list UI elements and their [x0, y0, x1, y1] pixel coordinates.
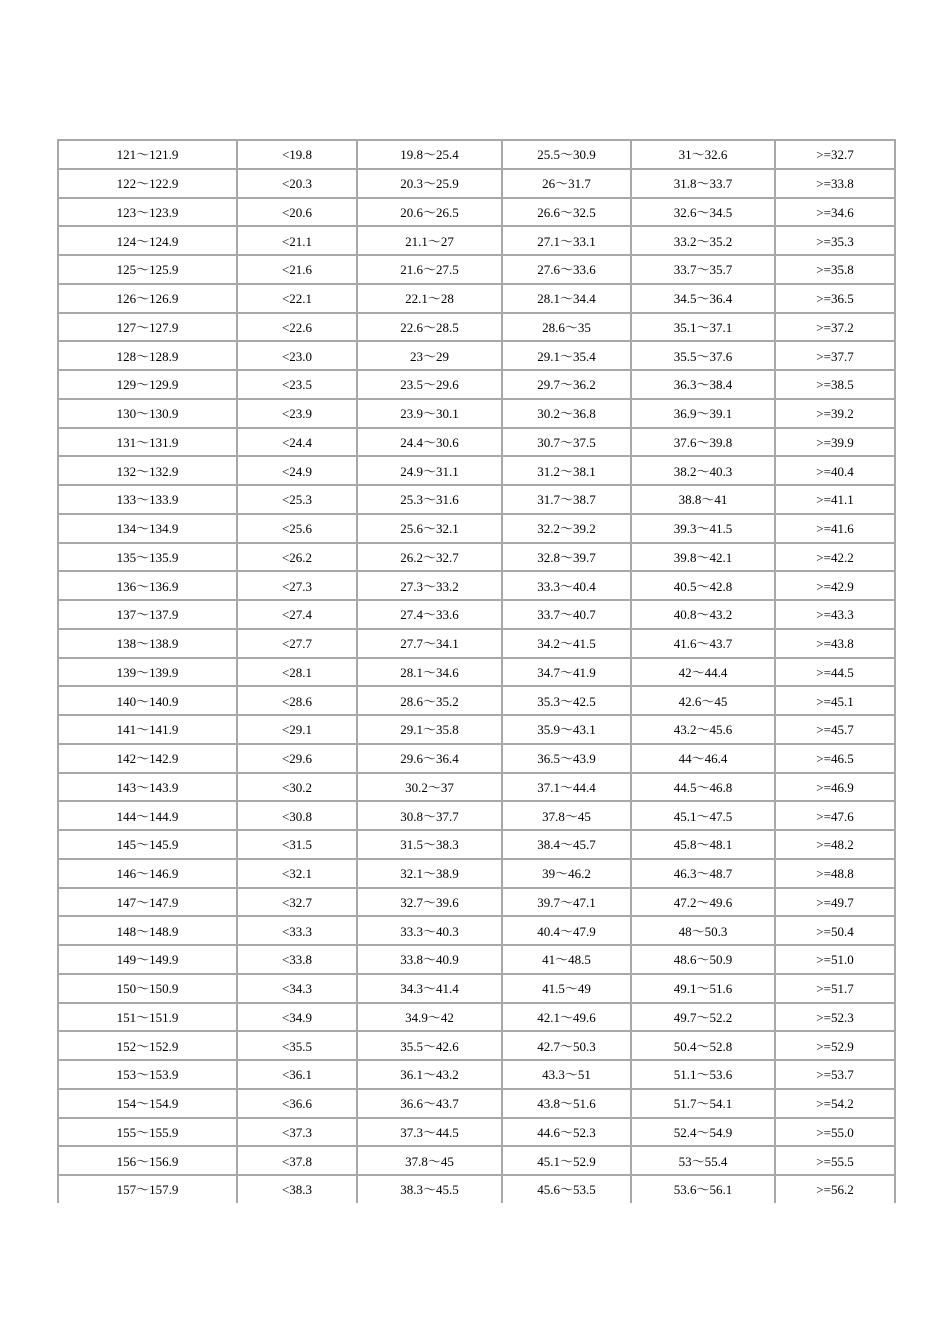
below-range-cell: <29.1	[237, 715, 357, 744]
range-cell-4: 35.1～37.1	[631, 313, 775, 342]
range-cell-3: 32.8～39.7	[502, 543, 631, 572]
range-cell-3: 28.1～34.4	[502, 284, 631, 313]
range-cell-2: 30.2～37	[357, 773, 502, 802]
below-range-cell: <28.6	[237, 686, 357, 715]
height-range-cell: 122～122.9	[58, 169, 237, 198]
height-range-cell: 133～133.9	[58, 485, 237, 514]
table-row	[58, 169, 895, 198]
table-row	[58, 629, 895, 658]
range-cell-4: 45.8～48.1	[631, 830, 775, 859]
range-cell-2: 19.8～25.4	[357, 140, 502, 169]
range-cell-2: 22.1～28	[357, 284, 502, 313]
range-cell-4: 31～32.6	[631, 140, 775, 169]
range-cell-2: 25.3～31.6	[357, 485, 502, 514]
height-range-cell: 147～147.9	[58, 888, 237, 917]
range-cell-3: 42.1～49.6	[502, 1003, 631, 1032]
range-cell-4: 44～46.4	[631, 744, 775, 773]
below-range-cell: <24.4	[237, 428, 357, 457]
table-row	[58, 888, 895, 917]
range-cell-4: 49.7～52.2	[631, 1003, 775, 1032]
height-range-cell: 143～143.9	[58, 773, 237, 802]
range-cell-4: 47.2～49.6	[631, 888, 775, 917]
below-range-cell: <34.9	[237, 1003, 357, 1032]
range-cell-2: 27.3～33.2	[357, 571, 502, 600]
height-range-cell: 139～139.9	[58, 658, 237, 687]
height-range-cell: 132～132.9	[58, 456, 237, 485]
range-cell-3: 45.6～53.5	[502, 1175, 631, 1203]
range-cell-2: 23～29	[357, 341, 502, 370]
range-cell-4: 53～55.4	[631, 1146, 775, 1175]
below-range-cell: <33.3	[237, 916, 357, 945]
height-range-cell: 129～129.9	[58, 370, 237, 399]
table-row	[58, 1060, 895, 1089]
below-range-cell: <23.0	[237, 341, 357, 370]
above-range-cell: >=37.2	[775, 313, 895, 342]
range-cell-4: 38.2～40.3	[631, 456, 775, 485]
below-range-cell: <25.6	[237, 514, 357, 543]
range-cell-4: 33.7～35.7	[631, 255, 775, 284]
above-range-cell: >=49.7	[775, 888, 895, 917]
range-cell-4: 49.1～51.6	[631, 974, 775, 1003]
range-cell-4: 48～50.3	[631, 916, 775, 945]
above-range-cell: >=44.5	[775, 658, 895, 687]
table-row	[58, 1146, 895, 1175]
range-cell-2: 32.7～39.6	[357, 888, 502, 917]
below-range-cell: <27.7	[237, 629, 357, 658]
range-cell-4: 45.1～47.5	[631, 801, 775, 830]
height-range-cell: 130～130.9	[58, 399, 237, 428]
range-cell-2: 28.1～34.6	[357, 658, 502, 687]
below-range-cell: <27.3	[237, 571, 357, 600]
above-range-cell: >=46.5	[775, 744, 895, 773]
range-cell-4: 42～44.4	[631, 658, 775, 687]
above-range-cell: >=35.8	[775, 255, 895, 284]
below-range-cell: <32.7	[237, 888, 357, 917]
height-range-cell: 148～148.9	[58, 916, 237, 945]
range-cell-4: 51.7～54.1	[631, 1089, 775, 1118]
above-range-cell: >=45.1	[775, 686, 895, 715]
height-range-cell: 134～134.9	[58, 514, 237, 543]
below-range-cell: <28.1	[237, 658, 357, 687]
range-cell-4: 53.6～56.1	[631, 1175, 775, 1203]
table-row	[58, 1118, 895, 1147]
height-range-cell: 152～152.9	[58, 1031, 237, 1060]
below-range-cell: <20.6	[237, 198, 357, 227]
height-range-cell: 131～131.9	[58, 428, 237, 457]
range-cell-2: 35.5～42.6	[357, 1031, 502, 1060]
table-row	[58, 801, 895, 830]
range-cell-2: 33.3～40.3	[357, 916, 502, 945]
height-range-cell: 149～149.9	[58, 945, 237, 974]
below-range-cell: <36.6	[237, 1089, 357, 1118]
height-range-cell: 127～127.9	[58, 313, 237, 342]
range-cell-2: 38.3～45.5	[357, 1175, 502, 1203]
range-cell-2: 31.5～38.3	[357, 830, 502, 859]
range-cell-3: 29.7～36.2	[502, 370, 631, 399]
above-range-cell: >=32.7	[775, 140, 895, 169]
above-range-cell: >=43.8	[775, 629, 895, 658]
below-range-cell: <35.5	[237, 1031, 357, 1060]
above-range-cell: >=42.9	[775, 571, 895, 600]
above-range-cell: >=54.2	[775, 1089, 895, 1118]
range-cell-2: 24.9～31.1	[357, 456, 502, 485]
table-row	[58, 485, 895, 514]
range-cell-4: 46.3～48.7	[631, 859, 775, 888]
range-cell-2: 28.6～35.2	[357, 686, 502, 715]
table-body	[58, 140, 895, 1203]
below-range-cell: <26.2	[237, 543, 357, 572]
height-range-cell: 153～153.9	[58, 1060, 237, 1089]
range-cell-2: 37.3～44.5	[357, 1118, 502, 1147]
range-cell-3: 31.7～38.7	[502, 485, 631, 514]
above-range-cell: >=55.0	[775, 1118, 895, 1147]
range-cell-3: 27.6～33.6	[502, 255, 631, 284]
above-range-cell: >=43.3	[775, 600, 895, 629]
table-row	[58, 859, 895, 888]
range-cell-3: 39.7～47.1	[502, 888, 631, 917]
range-cell-3: 26.6～32.5	[502, 198, 631, 227]
table-row	[58, 945, 895, 974]
height-range-cell: 146～146.9	[58, 859, 237, 888]
height-range-cell: 126～126.9	[58, 284, 237, 313]
range-cell-4: 32.6～34.5	[631, 198, 775, 227]
range-cell-2: 34.3～41.4	[357, 974, 502, 1003]
range-cell-2: 27.4～33.6	[357, 600, 502, 629]
range-cell-4: 34.5～36.4	[631, 284, 775, 313]
range-cell-2: 36.6～43.7	[357, 1089, 502, 1118]
below-range-cell: <19.8	[237, 140, 357, 169]
range-cell-3: 40.4～47.9	[502, 916, 631, 945]
range-cell-2: 21.1～27	[357, 226, 502, 255]
above-range-cell: >=52.9	[775, 1031, 895, 1060]
height-range-cell: 135～135.9	[58, 543, 237, 572]
range-cell-2: 27.7～34.1	[357, 629, 502, 658]
range-cell-4: 52.4～54.9	[631, 1118, 775, 1147]
above-range-cell: >=50.4	[775, 916, 895, 945]
below-range-cell: <33.8	[237, 945, 357, 974]
range-cell-3: 30.2～36.8	[502, 399, 631, 428]
range-cell-4: 33.2～35.2	[631, 226, 775, 255]
below-range-cell: <24.9	[237, 456, 357, 485]
above-range-cell: >=52.3	[775, 1003, 895, 1032]
above-range-cell: >=34.6	[775, 198, 895, 227]
range-cell-2: 20.6～26.5	[357, 198, 502, 227]
above-range-cell: >=39.2	[775, 399, 895, 428]
table-row	[58, 226, 895, 255]
height-range-cell: 137～137.9	[58, 600, 237, 629]
above-range-cell: >=42.2	[775, 543, 895, 572]
range-cell-3: 29.1～35.4	[502, 341, 631, 370]
table-row	[58, 198, 895, 227]
range-cell-2: 23.9～30.1	[357, 399, 502, 428]
range-cell-4: 40.5～42.8	[631, 571, 775, 600]
range-cell-3: 43.3～51	[502, 1060, 631, 1089]
range-cell-2: 23.5～29.6	[357, 370, 502, 399]
height-range-cell: 142～142.9	[58, 744, 237, 773]
table-row	[58, 1175, 895, 1203]
below-range-cell: <34.3	[237, 974, 357, 1003]
range-cell-3: 28.6～35	[502, 313, 631, 342]
table-row	[58, 715, 895, 744]
range-cell-2: 32.1～38.9	[357, 859, 502, 888]
above-range-cell: >=48.2	[775, 830, 895, 859]
below-range-cell: <21.1	[237, 226, 357, 255]
above-range-cell: >=46.9	[775, 773, 895, 802]
range-cell-3: 35.9～43.1	[502, 715, 631, 744]
table-row	[58, 255, 895, 284]
above-range-cell: >=35.3	[775, 226, 895, 255]
range-cell-4: 31.8～33.7	[631, 169, 775, 198]
height-range-cell: 125～125.9	[58, 255, 237, 284]
range-cell-4: 39.8～42.1	[631, 543, 775, 572]
below-range-cell: <27.4	[237, 600, 357, 629]
below-range-cell: <22.6	[237, 313, 357, 342]
range-cell-3: 42.7～50.3	[502, 1031, 631, 1060]
above-range-cell: >=48.8	[775, 859, 895, 888]
range-cell-4: 42.6～45	[631, 686, 775, 715]
below-range-cell: <20.3	[237, 169, 357, 198]
range-cell-3: 35.3～42.5	[502, 686, 631, 715]
range-cell-3: 25.5～30.9	[502, 140, 631, 169]
reference-table	[57, 139, 896, 1203]
below-range-cell: <37.8	[237, 1146, 357, 1175]
range-cell-4: 40.8～43.2	[631, 600, 775, 629]
height-range-cell: 138～138.9	[58, 629, 237, 658]
range-cell-4: 48.6～50.9	[631, 945, 775, 974]
range-cell-2: 30.8～37.7	[357, 801, 502, 830]
height-range-cell: 150～150.9	[58, 974, 237, 1003]
table-row	[58, 399, 895, 428]
range-cell-3: 37.1～44.4	[502, 773, 631, 802]
below-range-cell: <29.6	[237, 744, 357, 773]
range-cell-3: 41～48.5	[502, 945, 631, 974]
range-cell-2: 26.2～32.7	[357, 543, 502, 572]
range-cell-2: 36.1～43.2	[357, 1060, 502, 1089]
range-cell-2: 29.6～36.4	[357, 744, 502, 773]
table-row	[58, 456, 895, 485]
height-range-cell: 145～145.9	[58, 830, 237, 859]
above-range-cell: >=51.7	[775, 974, 895, 1003]
range-cell-4: 38.8～41	[631, 485, 775, 514]
height-range-cell: 136～136.9	[58, 571, 237, 600]
height-range-cell: 140～140.9	[58, 686, 237, 715]
range-cell-4: 36.9～39.1	[631, 399, 775, 428]
below-range-cell: <30.2	[237, 773, 357, 802]
range-cell-3: 33.3～40.4	[502, 571, 631, 600]
above-range-cell: >=53.7	[775, 1060, 895, 1089]
table-row	[58, 1003, 895, 1032]
height-range-cell: 123～123.9	[58, 198, 237, 227]
table-row	[58, 543, 895, 572]
height-range-cell: 128～128.9	[58, 341, 237, 370]
range-cell-4: 37.6～39.8	[631, 428, 775, 457]
table-row	[58, 514, 895, 543]
range-cell-3: 36.5～43.9	[502, 744, 631, 773]
range-cell-4: 41.6～43.7	[631, 629, 775, 658]
above-range-cell: >=40.4	[775, 456, 895, 485]
table-row	[58, 773, 895, 802]
height-range-cell: 157～157.9	[58, 1175, 237, 1203]
height-range-cell: 141～141.9	[58, 715, 237, 744]
range-cell-2: 21.6～27.5	[357, 255, 502, 284]
range-cell-2: 37.8～45	[357, 1146, 502, 1175]
table-row	[58, 370, 895, 399]
above-range-cell: >=36.5	[775, 284, 895, 313]
range-cell-3: 32.2～39.2	[502, 514, 631, 543]
table-row	[58, 313, 895, 342]
table-row	[58, 916, 895, 945]
table-row	[58, 686, 895, 715]
below-range-cell: <23.5	[237, 370, 357, 399]
above-range-cell: >=38.5	[775, 370, 895, 399]
range-cell-4: 51.1～53.6	[631, 1060, 775, 1089]
range-cell-2: 33.8～40.9	[357, 945, 502, 974]
range-cell-4: 39.3～41.5	[631, 514, 775, 543]
range-cell-2: 29.1～35.8	[357, 715, 502, 744]
range-cell-3: 41.5～49	[502, 974, 631, 1003]
range-cell-2: 24.4～30.6	[357, 428, 502, 457]
height-range-cell: 124～124.9	[58, 226, 237, 255]
range-cell-2: 25.6～32.1	[357, 514, 502, 543]
table-row	[58, 284, 895, 313]
above-range-cell: >=51.0	[775, 945, 895, 974]
range-cell-3: 39～46.2	[502, 859, 631, 888]
height-range-cell: 154～154.9	[58, 1089, 237, 1118]
range-cell-3: 33.7～40.7	[502, 600, 631, 629]
above-range-cell: >=41.6	[775, 514, 895, 543]
range-cell-4: 35.5～37.6	[631, 341, 775, 370]
height-range-cell: 121～121.9	[58, 140, 237, 169]
range-cell-3: 26～31.7	[502, 169, 631, 198]
range-cell-4: 50.4～52.8	[631, 1031, 775, 1060]
below-range-cell: <31.5	[237, 830, 357, 859]
above-range-cell: >=33.8	[775, 169, 895, 198]
table-row	[58, 974, 895, 1003]
below-range-cell: <21.6	[237, 255, 357, 284]
below-range-cell: <25.3	[237, 485, 357, 514]
table-row	[58, 600, 895, 629]
above-range-cell: >=41.1	[775, 485, 895, 514]
table-row	[58, 428, 895, 457]
table-row	[58, 571, 895, 600]
range-cell-3: 43.8～51.6	[502, 1089, 631, 1118]
range-cell-4: 43.2～45.6	[631, 715, 775, 744]
height-range-cell: 155～155.9	[58, 1118, 237, 1147]
range-cell-3: 45.1～52.9	[502, 1146, 631, 1175]
below-range-cell: <36.1	[237, 1060, 357, 1089]
table-row	[58, 1031, 895, 1060]
range-cell-2: 34.9～42	[357, 1003, 502, 1032]
range-cell-3: 38.4～45.7	[502, 830, 631, 859]
below-range-cell: <30.8	[237, 801, 357, 830]
table-row	[58, 1089, 895, 1118]
table-row	[58, 658, 895, 687]
table-row	[58, 744, 895, 773]
above-range-cell: >=47.6	[775, 801, 895, 830]
range-cell-3: 27.1～33.1	[502, 226, 631, 255]
below-range-cell: <32.1	[237, 859, 357, 888]
below-range-cell: <22.1	[237, 284, 357, 313]
above-range-cell: >=55.5	[775, 1146, 895, 1175]
range-cell-3: 37.8～45	[502, 801, 631, 830]
range-cell-2: 22.6～28.5	[357, 313, 502, 342]
range-cell-3: 31.2～38.1	[502, 456, 631, 485]
height-range-cell: 151～151.9	[58, 1003, 237, 1032]
table-row	[58, 140, 895, 169]
above-range-cell: >=45.7	[775, 715, 895, 744]
table-row	[58, 341, 895, 370]
height-range-cell: 156～156.9	[58, 1146, 237, 1175]
range-cell-3: 30.7～37.5	[502, 428, 631, 457]
above-range-cell: >=39.9	[775, 428, 895, 457]
below-range-cell: <38.3	[237, 1175, 357, 1203]
range-cell-3: 34.2～41.5	[502, 629, 631, 658]
below-range-cell: <23.9	[237, 399, 357, 428]
range-cell-4: 36.3～38.4	[631, 370, 775, 399]
range-cell-4: 44.5～46.8	[631, 773, 775, 802]
range-cell-2: 20.3～25.9	[357, 169, 502, 198]
above-range-cell: >=37.7	[775, 341, 895, 370]
table-row	[58, 830, 895, 859]
height-range-cell: 144～144.9	[58, 801, 237, 830]
range-cell-3: 44.6～52.3	[502, 1118, 631, 1147]
range-cell-3: 34.7～41.9	[502, 658, 631, 687]
above-range-cell: >=56.2	[775, 1175, 895, 1203]
below-range-cell: <37.3	[237, 1118, 357, 1147]
